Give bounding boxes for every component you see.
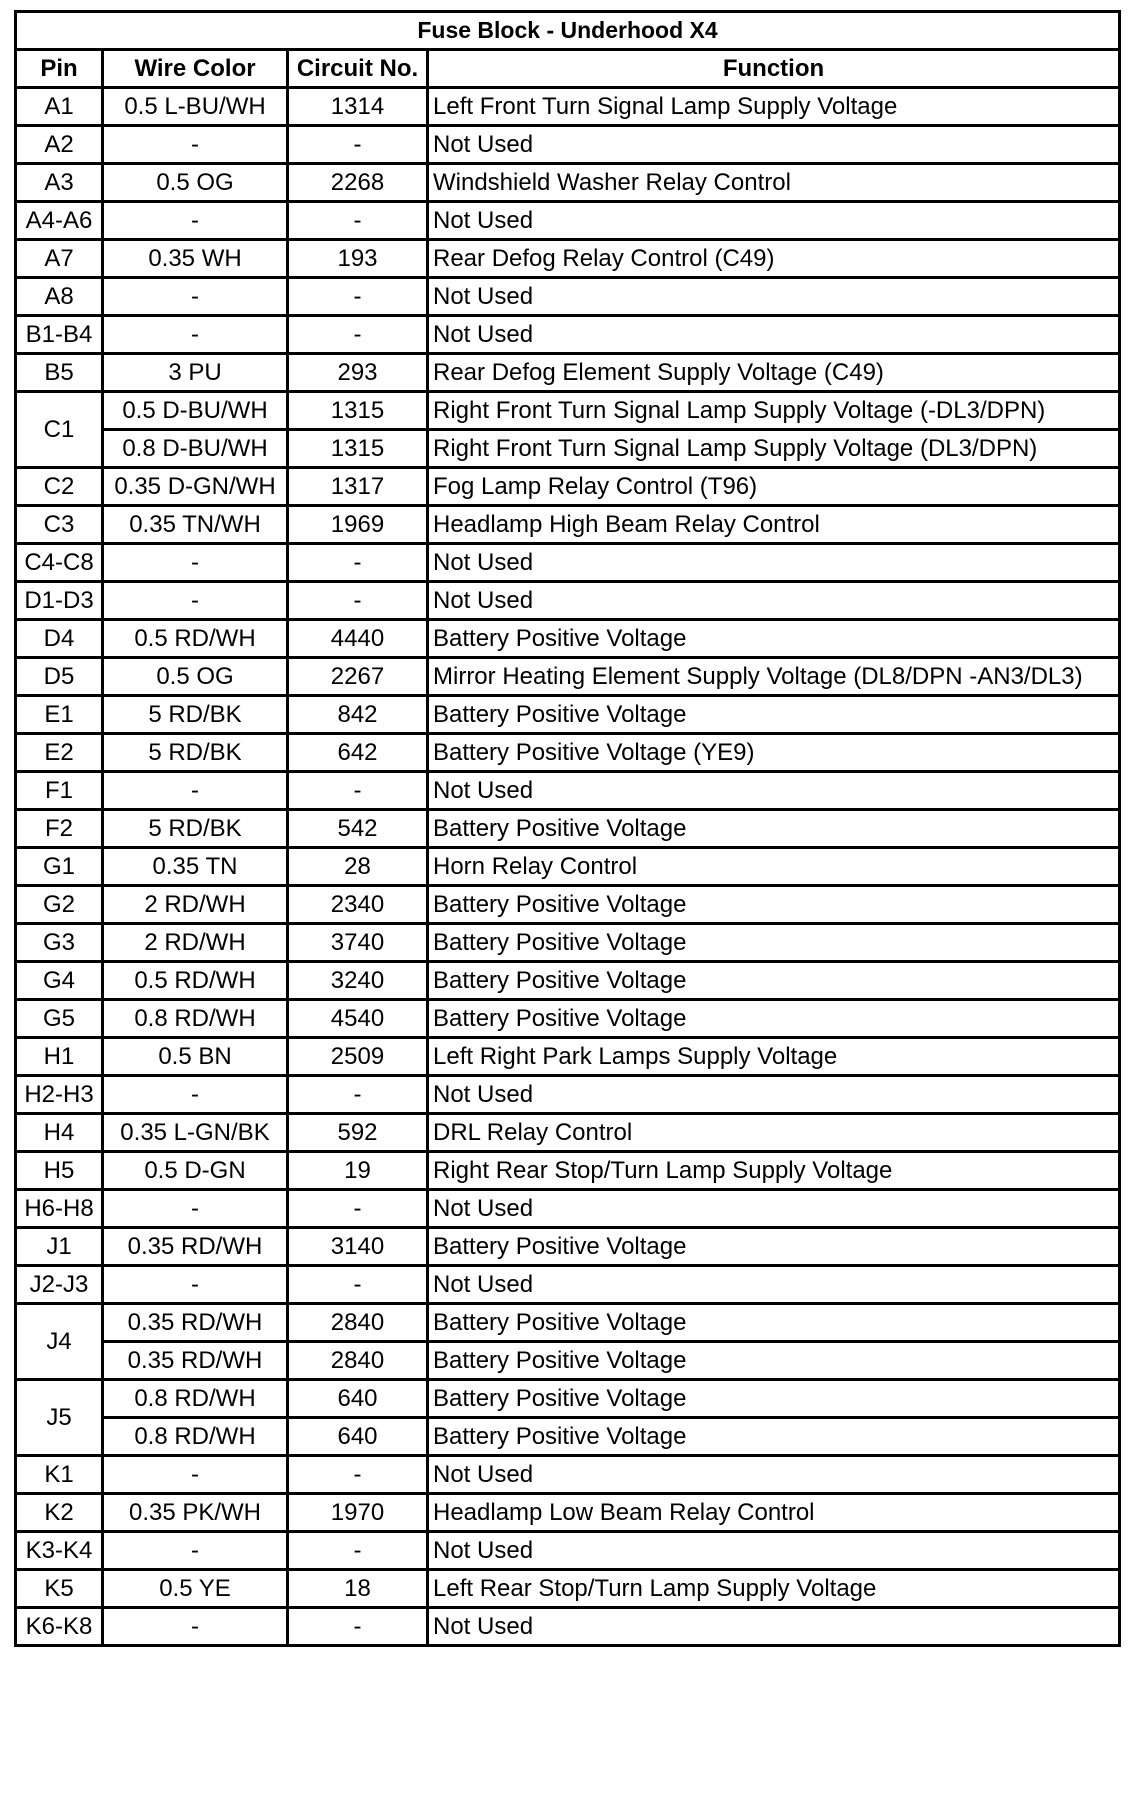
cell-function: Right Rear Stop/Turn Lamp Supply Voltage (428, 1152, 1120, 1190)
table-row (16, 620, 1120, 658)
cell-pin: E2 (16, 734, 103, 772)
table-row (16, 1608, 1120, 1646)
cell-circuit-no: 842 (288, 696, 428, 734)
cell-function: Windshield Washer Relay Control (428, 164, 1120, 202)
cell-wire-color: - (103, 1076, 288, 1114)
cell-circuit-no: - (288, 1456, 428, 1494)
cell-wire-color: - (103, 278, 288, 316)
table-row (16, 316, 1120, 354)
cell-wire-color: 0.8 RD/WH (103, 1000, 288, 1038)
cell-function: Not Used (428, 202, 1120, 240)
cell-circuit-no: 2840 (288, 1342, 428, 1380)
table-row (16, 1190, 1120, 1228)
cell-wire-color: 0.35 WH (103, 240, 288, 278)
cell-function: Battery Positive Voltage (428, 1228, 1120, 1266)
cell-pin: C4-C8 (16, 544, 103, 582)
table-row (16, 1152, 1120, 1190)
cell-function: Mirror Heating Element Supply Voltage (DL8/DPN -AN3/DL3) (428, 658, 1120, 696)
cell-circuit-no: - (288, 278, 428, 316)
cell-pin: K3-K4 (16, 1532, 103, 1570)
cell-pin: K1 (16, 1456, 103, 1494)
cell-function: Headlamp Low Beam Relay Control (428, 1494, 1120, 1532)
cell-pin: C3 (16, 506, 103, 544)
cell-pin: H5 (16, 1152, 103, 1190)
cell-function: Rear Defog Relay Control (C49) (428, 240, 1120, 278)
cell-pin: D4 (16, 620, 103, 658)
table-row (16, 848, 1120, 886)
cell-wire-color: - (103, 772, 288, 810)
cell-circuit-no: 2840 (288, 1304, 428, 1342)
cell-wire-color: 0.5 OG (103, 164, 288, 202)
cell-function: Left Right Park Lamps Supply Voltage (428, 1038, 1120, 1076)
cell-circuit-no: - (288, 1608, 428, 1646)
cell-circuit-no: - (288, 1076, 428, 1114)
cell-wire-color: 0.8 RD/WH (103, 1380, 288, 1418)
table-title-row (16, 12, 1120, 50)
cell-circuit-no: - (288, 582, 428, 620)
table-row (16, 924, 1120, 962)
cell-circuit-no: 542 (288, 810, 428, 848)
cell-circuit-no: 3240 (288, 962, 428, 1000)
cell-pin: H2-H3 (16, 1076, 103, 1114)
cell-function: Not Used (428, 1076, 1120, 1114)
table-row (16, 240, 1120, 278)
cell-function: Battery Positive Voltage (428, 620, 1120, 658)
cell-pin: H1 (16, 1038, 103, 1076)
cell-pin: G4 (16, 962, 103, 1000)
cell-wire-color: 0.35 TN (103, 848, 288, 886)
cell-wire-color: - (103, 126, 288, 164)
cell-circuit-no: 640 (288, 1418, 428, 1456)
cell-circuit-no: 2509 (288, 1038, 428, 1076)
cell-wire-color: - (103, 316, 288, 354)
cell-wire-color: 0.5 D-BU/WH (103, 392, 288, 430)
header-function: Function (428, 50, 1120, 88)
cell-function: Right Front Turn Signal Lamp Supply Voltage (DL3/DPN) (428, 430, 1120, 468)
cell-pin: G3 (16, 924, 103, 962)
cell-circuit-no: 1315 (288, 430, 428, 468)
table-row (16, 1304, 1120, 1342)
cell-wire-color: 5 RD/BK (103, 810, 288, 848)
cell-wire-color: - (103, 1608, 288, 1646)
cell-function: Battery Positive Voltage (428, 1418, 1120, 1456)
table-row (16, 582, 1120, 620)
cell-function: Horn Relay Control (428, 848, 1120, 886)
cell-function: Not Used (428, 278, 1120, 316)
cell-wire-color: 0.5 YE (103, 1570, 288, 1608)
cell-pin: A4-A6 (16, 202, 103, 240)
cell-function: Not Used (428, 1608, 1120, 1646)
cell-pin: J5 (16, 1380, 103, 1456)
table-row (16, 962, 1120, 1000)
table-row (16, 658, 1120, 696)
cell-circuit-no: 1317 (288, 468, 428, 506)
cell-wire-color: - (103, 1190, 288, 1228)
cell-function: Battery Positive Voltage (428, 1342, 1120, 1380)
cell-pin: F1 (16, 772, 103, 810)
cell-function: Not Used (428, 1456, 1120, 1494)
table-row (16, 886, 1120, 924)
cell-function: Battery Positive Voltage (428, 886, 1120, 924)
cell-wire-color: 0.35 PK/WH (103, 1494, 288, 1532)
table-row (16, 506, 1120, 544)
cell-wire-color: - (103, 202, 288, 240)
cell-circuit-no: 1314 (288, 88, 428, 126)
cell-pin: C2 (16, 468, 103, 506)
table-header-row (16, 50, 1120, 88)
table-row (16, 1038, 1120, 1076)
table-row (16, 164, 1120, 202)
cell-circuit-no: 2267 (288, 658, 428, 696)
cell-wire-color: 0.5 D-GN (103, 1152, 288, 1190)
table-row (16, 468, 1120, 506)
cell-pin: G1 (16, 848, 103, 886)
cell-circuit-no: 2340 (288, 886, 428, 924)
table-row (16, 734, 1120, 772)
cell-function: DRL Relay Control (428, 1114, 1120, 1152)
cell-pin: A2 (16, 126, 103, 164)
table-row (16, 810, 1120, 848)
cell-function: Not Used (428, 316, 1120, 354)
cell-wire-color: - (103, 1266, 288, 1304)
cell-circuit-no: - (288, 772, 428, 810)
cell-wire-color: 0.5 RD/WH (103, 620, 288, 658)
table-row (16, 1342, 1120, 1380)
cell-function: Not Used (428, 1190, 1120, 1228)
cell-circuit-no: 19 (288, 1152, 428, 1190)
table-row (16, 696, 1120, 734)
cell-wire-color: - (103, 582, 288, 620)
table-row (16, 1114, 1120, 1152)
table-row (16, 354, 1120, 392)
cell-pin: A8 (16, 278, 103, 316)
cell-circuit-no: 293 (288, 354, 428, 392)
cell-circuit-no: - (288, 316, 428, 354)
cell-pin: F2 (16, 810, 103, 848)
table-row (16, 126, 1120, 164)
table-row (16, 1570, 1120, 1608)
cell-wire-color: 0.35 D-GN/WH (103, 468, 288, 506)
cell-wire-color: 0.5 BN (103, 1038, 288, 1076)
cell-wire-color: 5 RD/BK (103, 734, 288, 772)
cell-pin: E1 (16, 696, 103, 734)
table-row (16, 430, 1120, 468)
table-row (16, 278, 1120, 316)
cell-function: Left Front Turn Signal Lamp Supply Voltage (428, 88, 1120, 126)
cell-function: Battery Positive Voltage (428, 1380, 1120, 1418)
cell-function: Not Used (428, 582, 1120, 620)
cell-circuit-no: 1969 (288, 506, 428, 544)
cell-circuit-no: 642 (288, 734, 428, 772)
cell-pin: C1 (16, 392, 103, 468)
cell-wire-color: 3 PU (103, 354, 288, 392)
cell-wire-color: 0.5 RD/WH (103, 962, 288, 1000)
cell-circuit-no: 193 (288, 240, 428, 278)
table-row (16, 1532, 1120, 1570)
table-row (16, 1228, 1120, 1266)
table-row (16, 1494, 1120, 1532)
cell-wire-color: - (103, 1532, 288, 1570)
cell-function: Left Rear Stop/Turn Lamp Supply Voltage (428, 1570, 1120, 1608)
cell-function: Not Used (428, 544, 1120, 582)
cell-pin: J1 (16, 1228, 103, 1266)
cell-function: Not Used (428, 126, 1120, 164)
cell-circuit-no: 640 (288, 1380, 428, 1418)
cell-pin: K6-K8 (16, 1608, 103, 1646)
cell-function: Battery Positive Voltage (428, 962, 1120, 1000)
cell-wire-color: 0.35 RD/WH (103, 1304, 288, 1342)
cell-function: Rear Defog Element Supply Voltage (C49) (428, 354, 1120, 392)
cell-pin: D1-D3 (16, 582, 103, 620)
cell-wire-color: 2 RD/WH (103, 886, 288, 924)
cell-pin: H6-H8 (16, 1190, 103, 1228)
table-row (16, 1456, 1120, 1494)
cell-wire-color: 0.5 L-BU/WH (103, 88, 288, 126)
cell-wire-color: 0.35 TN/WH (103, 506, 288, 544)
cell-pin: G5 (16, 1000, 103, 1038)
table-row (16, 544, 1120, 582)
cell-pin: B5 (16, 354, 103, 392)
table-row (16, 1266, 1120, 1304)
cell-function: Battery Positive Voltage (428, 1000, 1120, 1038)
connector-pinout-table (14, 10, 1121, 1647)
cell-wire-color: 2 RD/WH (103, 924, 288, 962)
cell-circuit-no: 2268 (288, 164, 428, 202)
header-pin: Pin (16, 50, 103, 88)
cell-wire-color: 0.35 RD/WH (103, 1228, 288, 1266)
cell-pin: K5 (16, 1570, 103, 1608)
cell-wire-color: 5 RD/BK (103, 696, 288, 734)
table-row (16, 202, 1120, 240)
cell-circuit-no: 18 (288, 1570, 428, 1608)
cell-circuit-no: - (288, 126, 428, 164)
table-row (16, 1076, 1120, 1114)
cell-wire-color: 0.35 RD/WH (103, 1342, 288, 1380)
cell-pin: H4 (16, 1114, 103, 1152)
cell-wire-color: 0.5 OG (103, 658, 288, 696)
cell-circuit-no: - (288, 202, 428, 240)
table-title: Fuse Block - Underhood X4 (16, 12, 1120, 50)
cell-pin: J2-J3 (16, 1266, 103, 1304)
cell-circuit-no: 3740 (288, 924, 428, 962)
cell-circuit-no: 3140 (288, 1228, 428, 1266)
cell-circuit-no: - (288, 1532, 428, 1570)
cell-function: Battery Positive Voltage (428, 696, 1120, 734)
table-row (16, 772, 1120, 810)
cell-function: Battery Positive Voltage (428, 1304, 1120, 1342)
table-row (16, 392, 1120, 430)
cell-circuit-no: - (288, 1266, 428, 1304)
table-row (16, 88, 1120, 126)
cell-wire-color: 0.8 RD/WH (103, 1418, 288, 1456)
table-body (16, 88, 1120, 1646)
cell-circuit-no: 1970 (288, 1494, 428, 1532)
table-row (16, 1000, 1120, 1038)
cell-function: Not Used (428, 772, 1120, 810)
cell-wire-color: - (103, 544, 288, 582)
cell-function: Battery Positive Voltage (YE9) (428, 734, 1120, 772)
cell-circuit-no: - (288, 544, 428, 582)
cell-pin: A3 (16, 164, 103, 202)
cell-circuit-no: 1315 (288, 392, 428, 430)
cell-pin: D5 (16, 658, 103, 696)
cell-circuit-no: - (288, 1190, 428, 1228)
cell-wire-color: 0.8 D-BU/WH (103, 430, 288, 468)
header-circuit-no: Circuit No. (288, 50, 428, 88)
cell-pin: J4 (16, 1304, 103, 1380)
cell-circuit-no: 4440 (288, 620, 428, 658)
cell-function: Right Front Turn Signal Lamp Supply Voltage (-DL3/DPN) (428, 392, 1120, 430)
cell-function: Fog Lamp Relay Control (T96) (428, 468, 1120, 506)
cell-wire-color: - (103, 1456, 288, 1494)
cell-pin: A1 (16, 88, 103, 126)
cell-function: Not Used (428, 1532, 1120, 1570)
cell-pin: B1-B4 (16, 316, 103, 354)
cell-pin: G2 (16, 886, 103, 924)
cell-circuit-no: 4540 (288, 1000, 428, 1038)
header-wire-color: Wire Color (103, 50, 288, 88)
cell-function: Battery Positive Voltage (428, 924, 1120, 962)
cell-circuit-no: 592 (288, 1114, 428, 1152)
cell-wire-color: 0.35 L-GN/BK (103, 1114, 288, 1152)
table-row (16, 1418, 1120, 1456)
cell-circuit-no: 28 (288, 848, 428, 886)
cell-pin: A7 (16, 240, 103, 278)
cell-function: Battery Positive Voltage (428, 810, 1120, 848)
table-row (16, 1380, 1120, 1418)
cell-function: Headlamp High Beam Relay Control (428, 506, 1120, 544)
cell-pin: K2 (16, 1494, 103, 1532)
cell-function: Not Used (428, 1266, 1120, 1304)
